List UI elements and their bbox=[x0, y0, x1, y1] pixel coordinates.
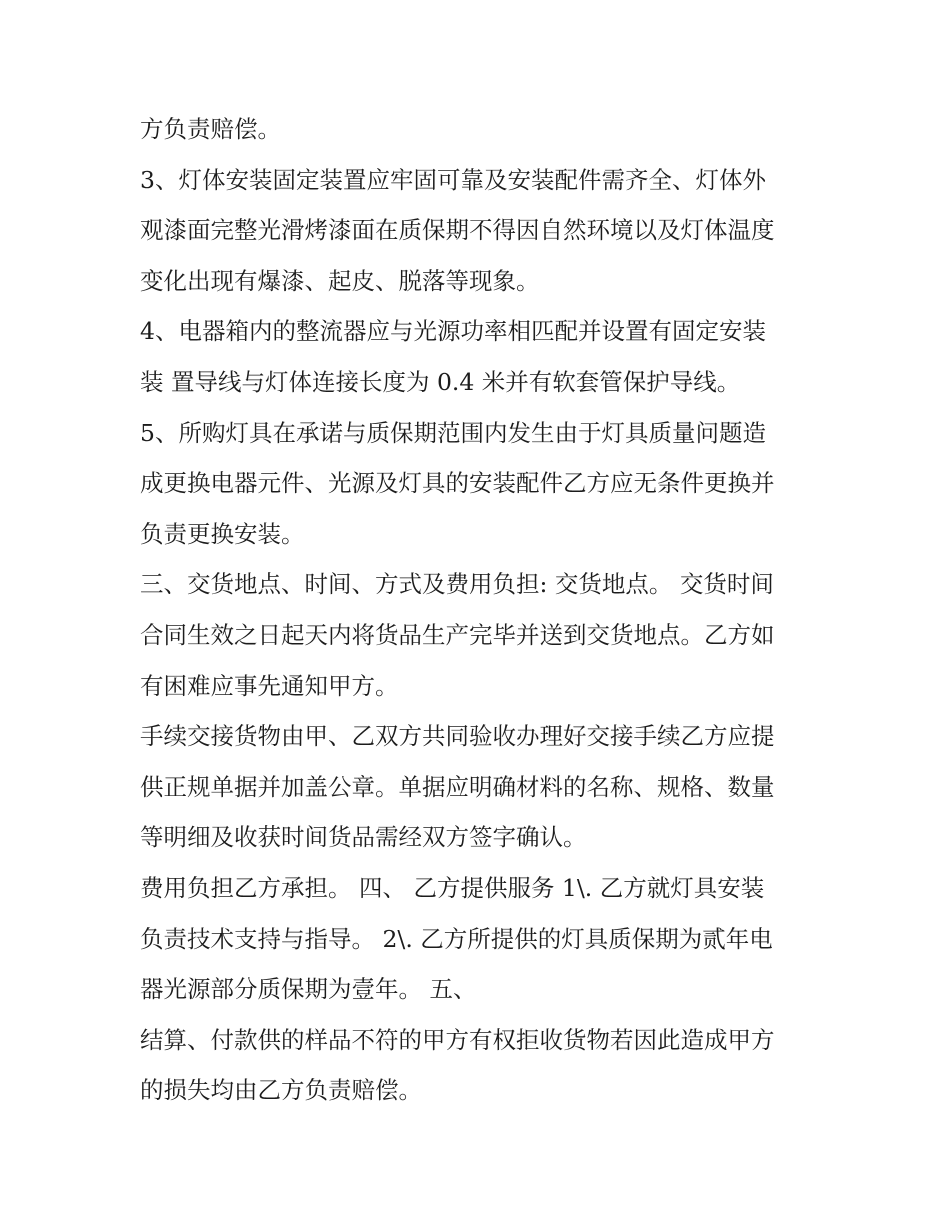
text-line: 5、所购灯具在承诺与质保期范围内发生由于灯具质量问题造 bbox=[140, 418, 766, 447]
text-line: 装 置导线与灯体连接长度为 0.4 米并有软套管保护导线。 bbox=[140, 367, 741, 396]
text-line: 有困难应事先通知甲方。 bbox=[140, 671, 399, 700]
text-line: 费用负担乙方承担。 四、 乙方提供服务 1\. 乙方就灯具安装 bbox=[140, 873, 765, 902]
text-line: 4、电器箱内的整流器应与光源功率相匹配并设置有固定安装 bbox=[140, 317, 766, 346]
text-line: 三、交货地点、时间、方式及费用负担: 交货地点。 交货时间 bbox=[140, 570, 774, 599]
text-line: 成更换电器元件、光源及灯具的安装配件乙方应无条件更换并 bbox=[140, 469, 775, 498]
text-line: 供正规单据并加盖公章。单据应明确材料的名称、规格、数量 bbox=[140, 772, 775, 801]
contract-text bbox=[140, 104, 830, 1116]
text-line: 观漆面完整光滑烤漆面在质保期不得因自然环境以及灯体温度 bbox=[140, 216, 775, 245]
text-line: 器光源部分质保期为壹年。 五、 bbox=[140, 975, 477, 1004]
text-line: 负责技术支持与指导。 2\. 乙方所提供的灯具质保期为贰年电 bbox=[140, 924, 773, 953]
text-line: 的损失均由乙方负责赔偿。 bbox=[140, 1076, 422, 1105]
text-line: 负责更换安装。 bbox=[140, 519, 305, 548]
text-line: 方负责赔偿。 bbox=[140, 115, 281, 143]
text-line: 3、灯体安装固定装置应牢固可靠及安装配件需齐全、灯体外 bbox=[140, 165, 766, 194]
text-line: 等明细及收获时间货品需经双方签字确认。 bbox=[140, 823, 587, 852]
text-line: 合同生效之日起天内将货品生产完毕并送到交货地点。乙方如 bbox=[140, 620, 775, 649]
text-line: 变化出现有爆漆、起皮、脱落等现象。 bbox=[140, 266, 540, 295]
text-line: 手续交接货物由甲、乙双方共同验收办理好交接手续乙方应提 bbox=[140, 722, 775, 751]
text-line: 结算、付款供的样品不符的甲方有权拒收货物若因此造成甲方 bbox=[140, 1025, 775, 1054]
